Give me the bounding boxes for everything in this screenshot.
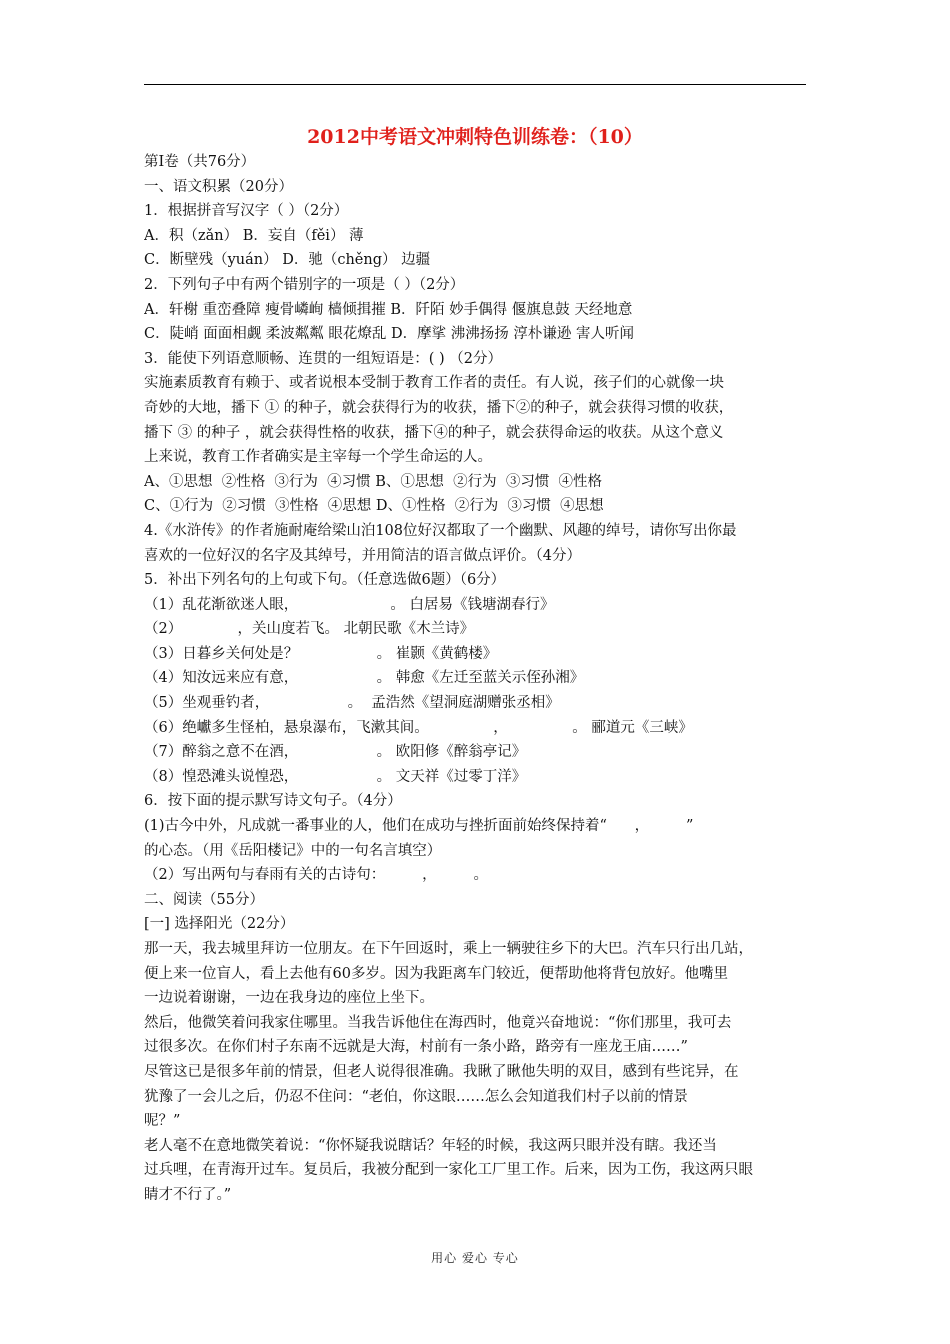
text-line: 睛才不行了。” bbox=[144, 1186, 232, 1203]
text-line: 过兵哩，在青海开过车。复员后，我被分配到一家化工厂里工作。后来，因为工伤，我这两只眼 bbox=[144, 1162, 753, 1179]
text-line: 那一天，我去城里拜访一位朋友。在下午回返时，乘上一辆驶往乡下的大巴。汽车只行出几站， bbox=[144, 941, 753, 957]
page-title: 2012中考语文冲刺特色训练卷：（10） bbox=[307, 126, 643, 148]
text-line: （6）绝巘多生怪柏，悬泉瀑布，飞漱其间。 ， 。 郦道元《三峡》 bbox=[144, 719, 693, 736]
text-line: 然后，他微笑着问我家住哪里。当我告诉他住在海西时，他竟兴奋地说：“你们那里，我可去 bbox=[144, 1014, 732, 1031]
text-line: [一] 选择阳光（22分） bbox=[144, 916, 295, 933]
header-rule bbox=[144, 84, 806, 85]
text-line: （1）乱花渐欲迷人眼， 。 白居易《钱塘湖春行》 bbox=[144, 596, 555, 613]
text-line: 2．下列句子中有两个错别字的一项是（ ）（2分） bbox=[144, 276, 465, 293]
text-line: 奇妙的大地，播下 ① 的种子，就会获得行为的收获，播下②的种子，就会获得习惯的收获， bbox=[144, 399, 734, 416]
text-line: 5．补出下列名句的上句或下句。（任意选做6题）（6分） bbox=[144, 572, 506, 589]
text-line: （4）知汝远来应有意， 。 韩愈《左迁至蓝关示侄孙湘》 bbox=[144, 670, 585, 687]
text-line: （3）日暮乡关何处是？ 。 崔颢《黄鹤楼》 bbox=[144, 645, 498, 662]
text-line: C、①行为 ②习惯 ③性格 ④思想 D、①性格 ②行为 ③习惯 ④思想 bbox=[144, 498, 604, 515]
text-line: （2） ，关山度若飞。 北朝民歌《木兰诗》 bbox=[144, 621, 475, 638]
text-line: 二、阅读（55分） bbox=[144, 891, 264, 908]
text-line: A．积（zǎn） B．妄自（fěi） 薄 bbox=[144, 227, 364, 244]
text-line: 尽管这已是很多年前的情景，但老人说得很准确。我瞅了瞅他失明的双目，感到有些诧异，在 bbox=[144, 1063, 739, 1080]
text-line: 4.《水浒传》的作者施耐庵给梁山泊108位好汉都取了一个幽默、风趣的绰号，请你写出你最 bbox=[144, 522, 737, 539]
text-line: （2）写出两句与春雨有关的古诗句： ， 。 bbox=[144, 867, 488, 884]
document-body bbox=[144, 150, 808, 1208]
text-line: 一、语文积累（20分） bbox=[144, 178, 293, 195]
text-line: （8）惶恐滩头说惶恐， 。 文天祥《过零丁洋》 bbox=[144, 768, 527, 785]
text-line: （5）坐观垂钓者， 。 孟浩然《望洞庭湖赠张丞相》 bbox=[144, 695, 560, 712]
text-line: 便上来一位盲人，看上去他有60多岁。因为我距离车门较近，便帮助他将背包放好。他嘴里 bbox=[144, 965, 728, 982]
text-line: A．轩榭 重峦叠障 瘦骨嶙峋 樯倾揖摧 B．阡陌 妙手偶得 偃旗息鼓 天经地意 bbox=[144, 301, 633, 318]
text-line: 老人毫不在意地微笑着说：“你怀疑我说瞎话？年轻的时候，我这两只眼并没有瞎。我还当 bbox=[144, 1137, 717, 1154]
text-line: （7）醉翁之意不在酒， 。 欧阳修《醉翁亭记》 bbox=[144, 744, 527, 761]
text-line: 上来说，教育工作者确实是主宰每一个学生命运的人。 bbox=[144, 449, 492, 466]
text-line: C．陡峭 面面相觑 柔波粼粼 眼花燎乱 D．摩挲 沸沸扬扬 淳朴谦逊 害人听闻 bbox=[144, 326, 634, 343]
text-line: 实施素质教育有赖于、或者说根本受制于教育工作者的责任。有人说，孩子们的心就像一块 bbox=[144, 375, 724, 392]
text-line: C．断壁残（yuán） D．驰（chěng） 边疆 bbox=[144, 252, 431, 269]
text-line: 喜欢的一位好汉的名字及其绰号，并用简洁的语言做点评价。（4分） bbox=[144, 547, 581, 564]
text-line: 呢？” bbox=[144, 1113, 181, 1130]
text-line: 第Ⅰ卷（共76分） bbox=[144, 154, 256, 170]
text-line: 过很多次。在你们村子东南不远就是大海，村前有一条小路，路旁有一座龙王庙……” bbox=[144, 1039, 688, 1056]
text-line: 犹豫了一会儿之后，仍忍不住问：“老伯，你这眼……怎么会知道我们村子以前的情景 bbox=[144, 1088, 688, 1105]
text-line: (1)古今中外，凡成就一番事业的人，他们在成功与挫折面前始终保持着“ ， ” bbox=[144, 818, 694, 835]
text-line: 1．根据拼音写汉字（ ）（2分） bbox=[144, 203, 349, 220]
text-line: 播下 ③ 的种子 ，就会获得性格的收获，播下④的种子，就会获得命运的收获。从这个意义 bbox=[144, 424, 724, 441]
text-line: A、①思想 ②性格 ③行为 ④习惯 B、①思想 ②行为 ③习惯 ④性格 bbox=[144, 473, 603, 490]
text-line: 的心态。（用《岳阳楼记》中的一句名言填空） bbox=[144, 842, 442, 859]
page-footer: 用心 爱心 专心 bbox=[431, 1251, 519, 1265]
text-line: 3．能使下列语意顺畅、连贯的一组短语是：( ) （2分） bbox=[144, 350, 502, 367]
text-line: 6．按下面的提示默写诗文句子。（4分） bbox=[144, 793, 402, 810]
text-line: 一边说着谢谢，一边在我身边的座位上坐下。 bbox=[144, 990, 434, 1007]
